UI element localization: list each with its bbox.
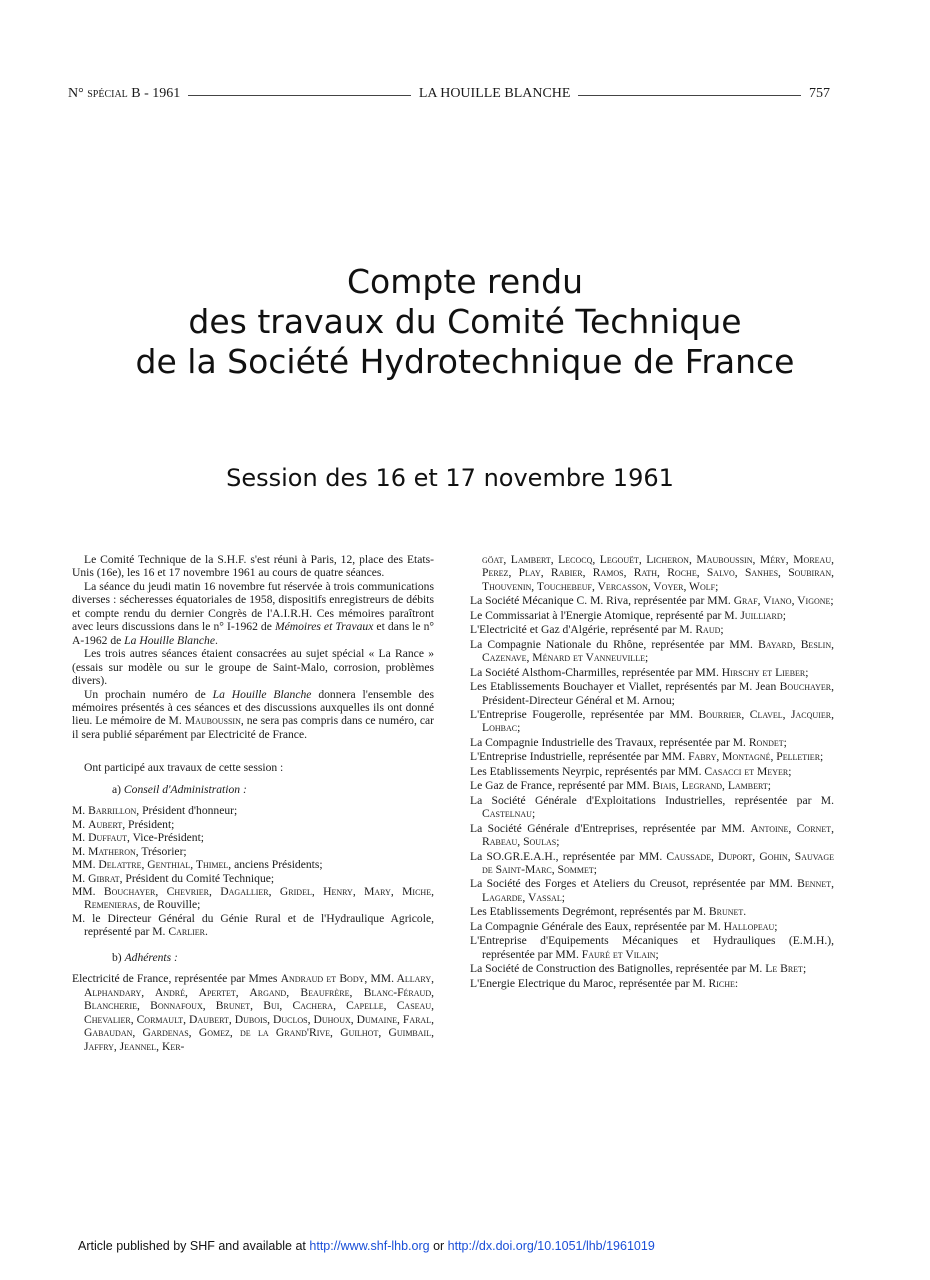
list-item: La Compagnie Nationale du Rhône, représentée par MM. Bayard, Beslin, Cazenave, Ménard et Vanneuville; [470, 637, 834, 665]
paragraph-4: Un prochain numéro de La Houille Blanche donnera l'ensemble des mémoires présentés à ces séances et des discussions auxquelles ils ont donné lieu. Le mémoire de M. Mauboussin, ne sera pas compris dans ce numéro, car il sera publié séparément par Electricité de France. [72, 687, 434, 741]
footer-text: Article published by SHF and available at [78, 1239, 310, 1253]
list-item: La Société Mécanique C. M. Riva, représentée par MM. Graf, Viano, Vigone; [470, 594, 834, 608]
list-item: L'Energie Electrique du Maroc, représentée par M. Riche: [470, 976, 739, 990]
title-line-2: des travaux du Comité Technique [188, 302, 742, 341]
list-item: La Société des Forges et Ateliers du Creusot, représentée par MM. Bennet, Lagarde, Vassal; [470, 877, 834, 904]
list-item: La Société Alsthom-Charmilles, représentée par MM. Hirschy et Lieber; [470, 665, 809, 679]
list-item: L'Entreprise d'Equipements Mécaniques et Hydrauliques (E.M.H.), représentée par MM. Fauré et Vilain; [470, 934, 834, 961]
list-item: La SO.GR.E.A.H., représentée par MM. Caussade, Duport, Gohin, Sauvage de Saint-Marc, Sommet; [470, 849, 834, 876]
list-item: Les Etablissements Neyrpic, représentés par MM. Casacci et Meyer; [470, 764, 792, 778]
list-item: M. Duffaut, Vice-Président; [72, 831, 205, 845]
shf-site-link[interactable]: http://www.shf-lhb.org [309, 1239, 430, 1253]
paragraph-2: La séance du jeudi matin 16 novembre fut réservée à trois communications diverses : sécheresses équatoriales de 1958, dispositifs enregistreurs de débits et compte rendu du dernier Congrès de l'A.I.R.H. Ces mémoires paraîtront avec leurs discussions dans le n° I-1962 de Mémoires et Travaux et dans le n° A-1962 de La Houille Blanche. [72, 579, 434, 647]
list-item: L'Entreprise Fougerolle, représentée par MM. Bourrier, Clavel, Jacquier, Lohbac; [470, 707, 834, 735]
list-item: La Société Générale d'Entreprises, représentée par MM. Antoine, Cornet, Rabeau, Soulas; [470, 821, 834, 849]
section-a-heading: a) Conseil d'Administration : [112, 782, 247, 796]
list-item: L'Entreprise Industrielle, représentée par MM. Fabry, Montagné, Pelletier; [470, 750, 824, 764]
list-item: La Compagnie Industrielle des Travaux, représentée par M. Rondet; [470, 735, 787, 749]
list-item: M. Barrillon, Président d'honneur; [72, 804, 238, 818]
journal-name: LA HOUILLE BLANCHE [418, 86, 571, 101]
list-item: Les Etablissements Bouchayer et Viallet, représentés par M. Jean Bouchayer, Président-Directeur Général et M. Arnou; [470, 680, 834, 707]
list-item: Le Commissariat à l'Energie Atomique, représenté par M. Juilliard; [470, 608, 786, 622]
right-column [470, 553, 834, 990]
title-line-3: de la Société Hydrotechnique de France [135, 342, 795, 381]
list-item: La Société de Construction des Batignolles, représentée par M. Le Bret; [470, 962, 807, 976]
header-rule-left [188, 95, 411, 96]
conseil-list [72, 804, 434, 939]
list-item: M. Gibrat, Président du Comité Technique; [72, 871, 275, 885]
list-item: L'Electricité et Gaz d'Algérie, représenté par M. Raud; [470, 623, 724, 637]
left-column [72, 553, 434, 1053]
article-title [0, 262, 930, 382]
doi-link[interactable]: http://dx.doi.org/10.1051/lhb/1961019 [447, 1239, 655, 1253]
footer-or: or [429, 1239, 448, 1253]
list-item: MM. Bouchayer, Chevrier, Dagallier, Gridel, Henry, Mary, Miche, Remenieras, de Rouville; [72, 884, 434, 912]
list-item: M. le Directeur Général du Génie Rural et de l'Hydraulique Agricole, représenté par M. Carlier. [72, 911, 434, 939]
participants-intro: Ont participé aux travaux de cette session : [84, 761, 284, 775]
list-item: M. Matheron, Trésorier; [72, 844, 187, 858]
title-line-1: Compte rendu [347, 262, 583, 301]
session-subtitle: Session des 16 et 17 novembre 1961 [226, 464, 674, 492]
paragraph-3: Les trois autres séances étaient consacrées au sujet spécial « La Rance » (essais sur modèle ou sur le groupe de Saint-Malo, corrosion, problèmes divers). [72, 647, 434, 688]
list-item: La Société Générale d'Exploitations Industrielles, représentée par M. Castelnau; [470, 793, 834, 821]
paragraph-1: Le Comité Technique de la S.H.F. s'est réuni à Paris, 12, place des Etats-Unis (16e), les 16 et 17 novembre 1961 au cours de quatre séances. [72, 553, 434, 580]
running-header [68, 84, 830, 104]
publication-footer [78, 1239, 655, 1253]
header-rule-right [578, 95, 801, 96]
list-item: Le Gaz de France, représenté par MM. Biais, Legrand, Lambert; [470, 779, 771, 793]
page-number: 757 [809, 86, 830, 101]
list-item: MM. Delattre, Genthial, Thimel, anciens Présidents; [72, 858, 323, 872]
list-item: La Compagnie Générale des Eaux, représentée par M. Hallopeau; [470, 919, 778, 933]
list-item: Les Etablissements Degrémont, représentés par M. Brunet. [470, 905, 747, 919]
list-item: M. Aubert, Président; [72, 817, 175, 831]
edf-continued: göat, Lambert, Lecocq, Legouët, Licheron, Mauboussin, Méry, Moreau, Perez, Play, Rabier, Ramos, Rath, Roche, Salvo, Sanhes, Soubiran, Thouvenin, Touchebeuf, Vercasson, Voyer, Wolf; [482, 553, 834, 593]
edf-entry: Electricité de France, représentée par Mmes Andraud et Body, MM. Allary, Alphandary, André, Apertet, Argand, Beaufrère, Blanc-Féraud, Blancherie, Bonnafoux, Brunet, Bui, Cachera, Capelle, Caseau, Chevalier, Cormault, Daubert, Dubois, Duclos, Duhoux, Dumaine, Faral, Gabaudan, Gardenas, Gomez, de la Grand'Rive, Guilhot, Guimbail, Jaffry, Jeannel, Ker- [72, 972, 434, 1053]
section-b-heading: b) Adhérents : [112, 950, 178, 964]
issue-number: N° spécial B - 1961 [68, 86, 181, 101]
